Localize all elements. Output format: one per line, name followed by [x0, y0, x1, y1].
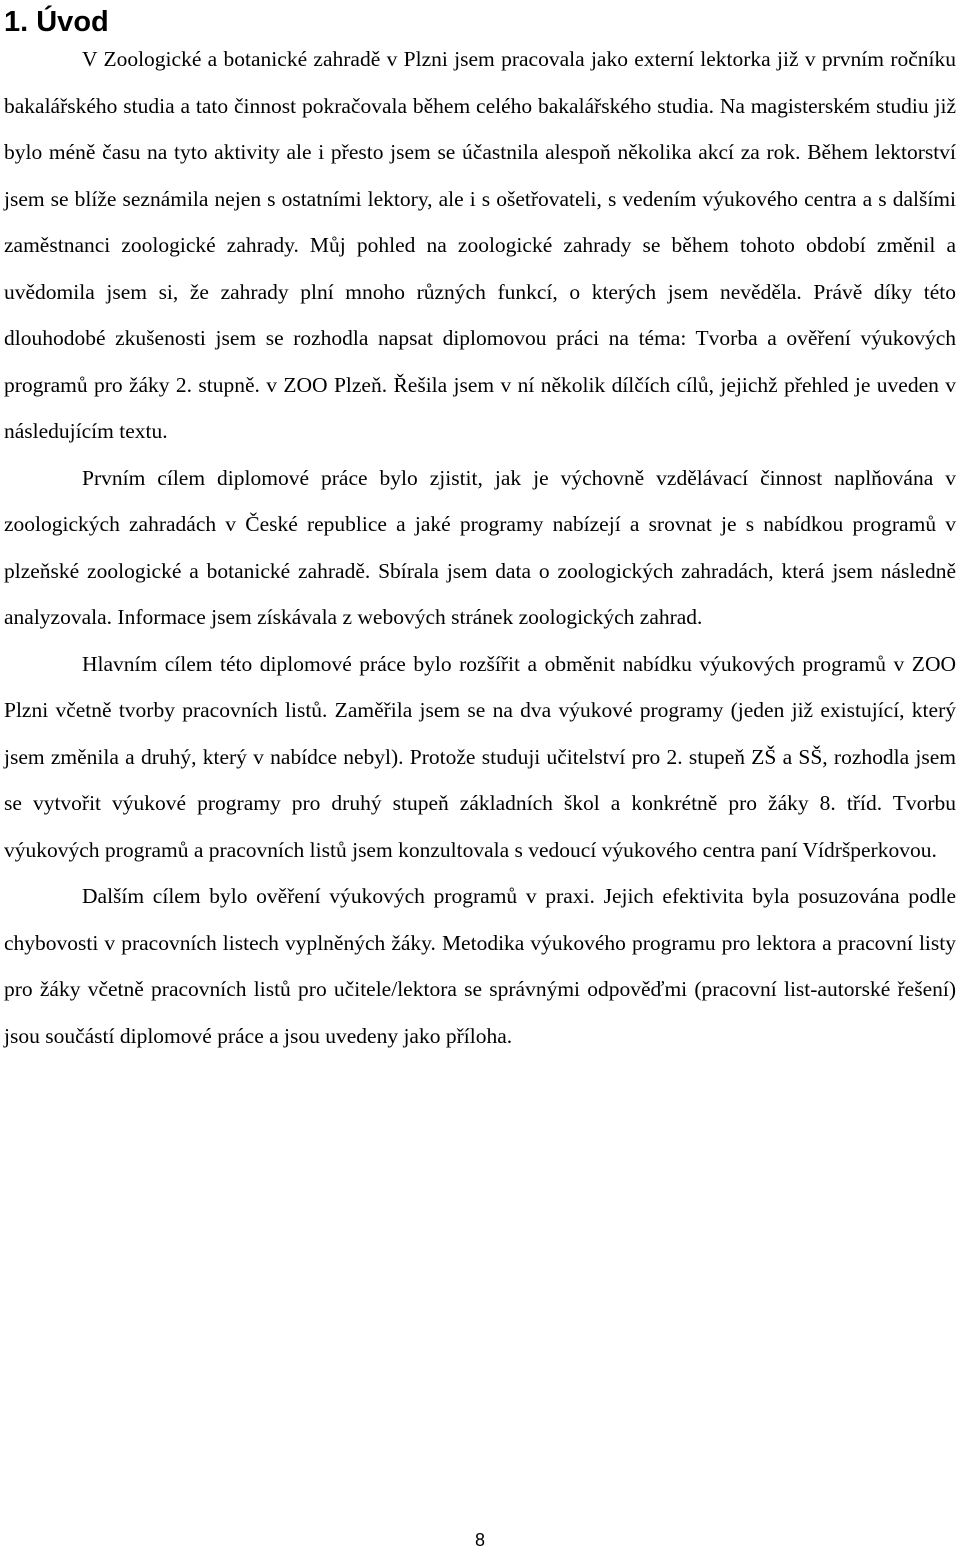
paragraph-4: Dalším cílem bylo ověření výukových programů v praxi. Jejich efektivita byla posuzována podle chybovosti v pracovních listech vyplněných žáky. Metodika výukového programu pro lektora a pracovní listy pro žáky včetně pracovních listů pro učitele/lektora se správnými odpověďmi (pracovní list-autorské řešení) jsou součástí diplomové práce a jsou uvedeny jako příloha.	[4, 884, 956, 1048]
paragraph-2: Prvním cílem diplomové práce bylo zjistit, jak je výchovně vzdělávací činnost naplňována v zoologických zahradách v České republice a jaké programy nabízejí a srovnat je s nabídkou programů v plzeňské zoologické a botanické zahradě. Sbírala jsem data o zoologických zahradách, která jsem následně analyzovala. Informace jsem získávala z webových stránek zoologických zahrad.	[4, 465, 956, 629]
chapter-body	[4, 36, 956, 1059]
paragraph-3: Hlavním cílem této diplomové práce bylo rozšířit a obměnit nabídku výukových programů v ZOO Plzni včetně tvorby pracovních listů. Zaměřila jsem se na dva výukové programy (jeden již existující, který jsem změnila a druhý, který v nabídce nebyl). Protože studuji učitelství pro 2. stupeň ZŠ a SŠ, rozhodla jsem se vytvořit výukové programy pro druhý stupeň základních škol a konkrétně pro žáky 8. tříd. Tvorbu výukových programů a pracovních listů jsem konzultovala s vedoucí výukového centra paní Vídršperkovou.	[4, 651, 956, 862]
chapter-heading: 1. Úvod	[4, 6, 109, 38]
page-number: 8	[474, 1530, 485, 1550]
paragraph-1: V Zoologické a botanické zahradě v Plzni jsem pracovala jako externí lektorka již v prvním ročníku bakalářského studia a tato činnost pokračovala během celého bakalářského studia. Na magisterském studiu již bylo méně času na tyto aktivity ale i přesto jsem se účastnila alespoň několika akcí za rok. Během lektorství jsem se blíže seznámila nejen s ostatními lektory, ale i s ošetřovateli, s vedením výukového centra a s dalšími zaměstnanci zoologické zahrady. Můj pohled na zoologické zahrady se během tohoto období změnil a uvědomila jsem si, že zahrady plní mnoho různých funkcí, o kterých jsem nevěděla. Právě díky této dlouhodobé zkušenosti jsem se rozhodla napsat diplomovou práci na téma: Tvorba a ověření výukových programů pro žáky 2. stupně. v ZOO Plzeň. Řešila jsem v ní několik dílčích cílů, jejichž přehled je uveden v následujícím textu.	[4, 47, 956, 443]
